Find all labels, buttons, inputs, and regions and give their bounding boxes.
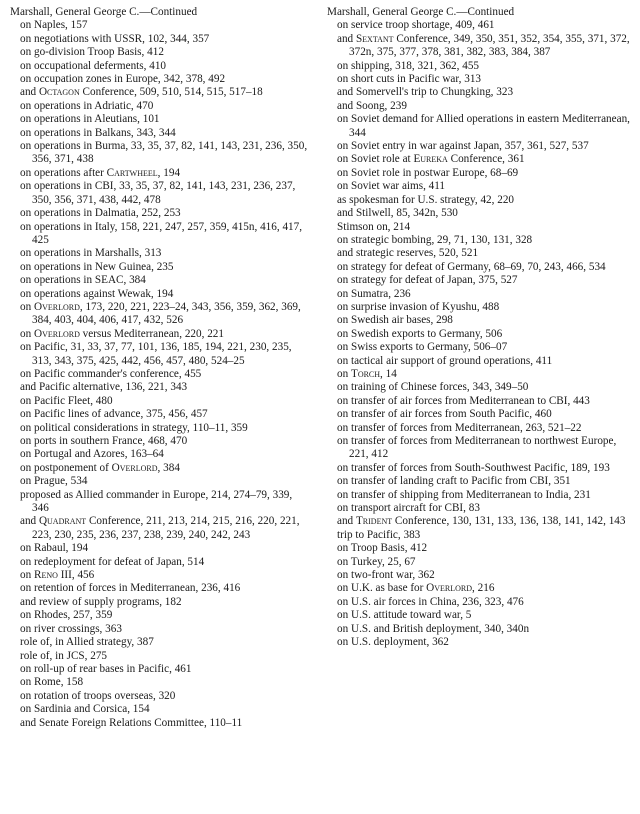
index-entry: on transfer of forces from South-Southwest Pacific, 189, 193 (337, 461, 610, 474)
index-heading: Marshall, General George C.—Continued (10, 6, 198, 18)
index-entry: on strategy for defeat of Germany, 68–69, 70, 243, 466, 534 (337, 260, 606, 273)
index-entry: on Sumatra, 236 (337, 287, 411, 300)
index-entry: on strategic bombing, 29, 71, 130, 131, 328 (337, 233, 533, 246)
index-entry: on Pacific Fleet, 480 (20, 394, 113, 407)
index-entry: on Troop Basis, 412 (337, 542, 428, 555)
index-entry: on Torch, 14 (337, 367, 397, 380)
index-entry: on Soviet entry in war against Japan, 357, 361, 527, 537 (337, 140, 589, 153)
index-entry: on U.K. as base for Overlord, 216 (337, 582, 495, 595)
index-entry: on service troop shortage, 409, 461 (337, 19, 495, 32)
entries-left (10, 19, 310, 730)
index-entry: on transfer of shipping from Mediterranean to India, 231 (337, 488, 591, 501)
index-entry: on retention of forces in Mediterranean, 236, 416 (20, 582, 241, 595)
index-entry: on operations in Aleutians, 101 (20, 113, 160, 126)
index-entry: on U.S. deployment, 362 (337, 636, 449, 649)
index-entry: on Rome, 158 (20, 676, 84, 689)
index-entry: on transfer of air forces from South Pacific, 460 (337, 408, 552, 421)
index-entry: on ports in southern France, 468, 470 (20, 435, 188, 447)
index-entry: on Soviet role in postwar Europe, 68–69 (337, 166, 519, 179)
index-entry: and Pacific alternative, 136, 221, 343 (20, 381, 188, 394)
index-entry: on operations in Burma, 33, 35, 37, 82, 141, 143, 231, 236, 350, 356, 371, 438 (20, 140, 308, 166)
index-entry: on transport aircraft for CBI, 83 (337, 502, 480, 515)
index-entry: and Somervell's trip to Chungking, 323 (337, 86, 514, 99)
index-entry: on Swedish exports to Germany, 506 (337, 327, 503, 340)
index-entry: on operations in New Guinea, 235 (20, 260, 174, 273)
index-entry: on transfer of forces from Mediterranean to northwest Europe, 221, 412 (337, 435, 617, 461)
index-entry: and Sextant Conference, 349, 350, 351, 352, 354, 355, 371, 372, 372n, 375, 377, 378, 381, 382, 383, 384, 387 (337, 32, 630, 59)
index-entry: on roll-up of rear bases in Pacific, 461 (20, 662, 192, 675)
index-entry: on transfer of air forces from Mediterranean to CBI, 443 (337, 394, 590, 407)
index-entry: on Sardinia and Corsica, 154 (20, 703, 150, 716)
index-entry: on postponement of Overlord, 384 (20, 461, 180, 474)
index-entry: on U.S. air forces in China, 236, 323, 476 (337, 595, 524, 608)
index-entry: on Swedish air bases, 298 (337, 314, 453, 327)
index-entry: on tactical air support of ground operations, 411 (337, 354, 553, 367)
index-entry: and review of supply programs, 182 (20, 595, 182, 608)
index-entry: on Portugal and Azores, 163–64 (20, 448, 164, 461)
index-entry: on Pacific lines of advance, 375, 456, 457 (20, 408, 208, 421)
index-entry: on river crossings, 363 (20, 622, 122, 635)
index-entry: on U.S. and British deployment, 340, 340n (337, 622, 530, 635)
index-entry: on Turkey, 25, 67 (337, 555, 416, 568)
index-entry: on go-division Troop Basis, 412 (20, 46, 164, 59)
index-entry: on Overlord, 173, 220, 221, 223–24, 343, 356, 359, 362, 369, 384, 403, 404, 406, 417, 432, 526 (20, 300, 301, 327)
index-entry: on strategy for defeat of Japan, 375, 527 (337, 274, 518, 287)
index-entry: on two-front war, 362 (337, 569, 435, 582)
index-entry: on Pacific commander's conference, 455 (20, 367, 202, 380)
index-entry: on Overlord versus Mediterranean, 220, 221 (20, 327, 224, 340)
index-entry: and Stilwell, 85, 342n, 530 (337, 207, 458, 220)
index-entry: Stimson on, 214 (337, 220, 411, 233)
index-entry: on Soviet demand for Allied operations in eastern Mediterranean, 344 (337, 113, 630, 139)
entries-right (327, 19, 630, 649)
index-entry: and Octagon Conference, 509, 510, 514, 515, 517–18 (20, 86, 263, 99)
index-entry: and Quadrant Conference, 211, 213, 214, 215, 216, 220, 221, 223, 230, 235, 236, 237, 238, 239, 240, 242, 243 (20, 515, 300, 541)
index-entry: on operations in CBI, 33, 35, 37, 82, 141, 143, 231, 236, 237, 350, 356, 371, 438, 442, 478 (20, 180, 296, 206)
index-entry: proposed as Allied commander in Europe, 214, 274–79, 339, 346 (20, 488, 293, 515)
index-entry: on Naples, 157 (20, 19, 88, 32)
index-entry: on transfer of forces from Mediterranean, 263, 521–22 (337, 421, 582, 434)
index-entry: on operations in Balkans, 343, 344 (20, 126, 176, 139)
index-heading: Marshall, General George C.—Continued (327, 6, 515, 18)
index-entry: on operations in SEAC, 384 (20, 274, 146, 287)
index-entry: on operations in Marshalls, 313 (20, 247, 162, 260)
index-entry: on operations in Dalmatia, 252, 253 (20, 207, 181, 220)
index-entry: on operations after Cartwheel, 194 (20, 166, 181, 179)
index-entry: on rotation of troops overseas, 320 (20, 689, 176, 702)
index-entry: and Soong, 239 (337, 99, 407, 112)
index-entry: on Pacific, 31, 33, 37, 77, 101, 136, 185, 194, 221, 230, 235, 313, 343, 375, 425, 442, 456, 457, 480, 524–25 (20, 341, 292, 367)
index-entry: on political considerations in strategy, 110–11, 359 (20, 421, 248, 434)
index-entry: and Trident Conference, 130, 131, 133, 136, 138, 141, 142, 143 (337, 515, 626, 528)
index-entry: on operations against Wewak, 194 (20, 287, 174, 300)
index-entry: on occupation zones in Europe, 342, 378, 492 (20, 73, 226, 86)
index-entry: on short cuts in Pacific war, 313 (337, 73, 482, 86)
index-entry: on Rabaul, 194 (20, 542, 89, 555)
index-entry: and strategic reserves, 520, 521 (337, 247, 479, 260)
index-entry: as spokesman for U.S. strategy, 42, 220 (337, 193, 515, 206)
index-entry: on operations in Adriatic, 470 (20, 99, 154, 112)
index-entry: on Prague, 534 (20, 475, 88, 488)
index-entry: trip to Pacific, 383 (337, 528, 421, 541)
index-entry: on occupational deferments, 410 (20, 59, 167, 72)
index-entry: role of, in JCS, 275 (20, 649, 108, 662)
index-entry: on training of Chinese forces, 343, 349–50 (337, 381, 529, 394)
index-column-right (327, 6, 630, 814)
index-entry: on Soviet war aims, 411 (337, 180, 446, 193)
index-entry: on Reno III, 456 (20, 569, 95, 582)
index-entry: on shipping, 318, 321, 362, 455 (337, 59, 480, 72)
index-entry: on Swiss exports to Germany, 506–07 (337, 341, 508, 354)
index-column-left (10, 6, 310, 814)
index-entry: on surprise invasion of Kyushu, 488 (337, 300, 500, 313)
index-entry: on transfer of landing craft to Pacific from CBI, 351 (337, 475, 571, 488)
index-entry: and Senate Foreign Relations Committee, 110–11 (20, 716, 243, 729)
index-entry: on U.S. attitude toward war, 5 (337, 609, 472, 622)
index-entry: on Rhodes, 257, 359 (20, 609, 113, 622)
index-entry: on Soviet role at Eureka Conference, 361 (337, 153, 525, 166)
index-entry: role of, in Allied strategy, 387 (20, 636, 154, 649)
index-entry: on negotiations with USSR, 102, 344, 357 (20, 32, 210, 45)
index-entry: on operations in Italy, 158, 221, 247, 257, 359, 415n, 416, 417, 425 (20, 220, 303, 246)
index-entry: on redeployment for defeat of Japan, 514 (20, 555, 205, 568)
